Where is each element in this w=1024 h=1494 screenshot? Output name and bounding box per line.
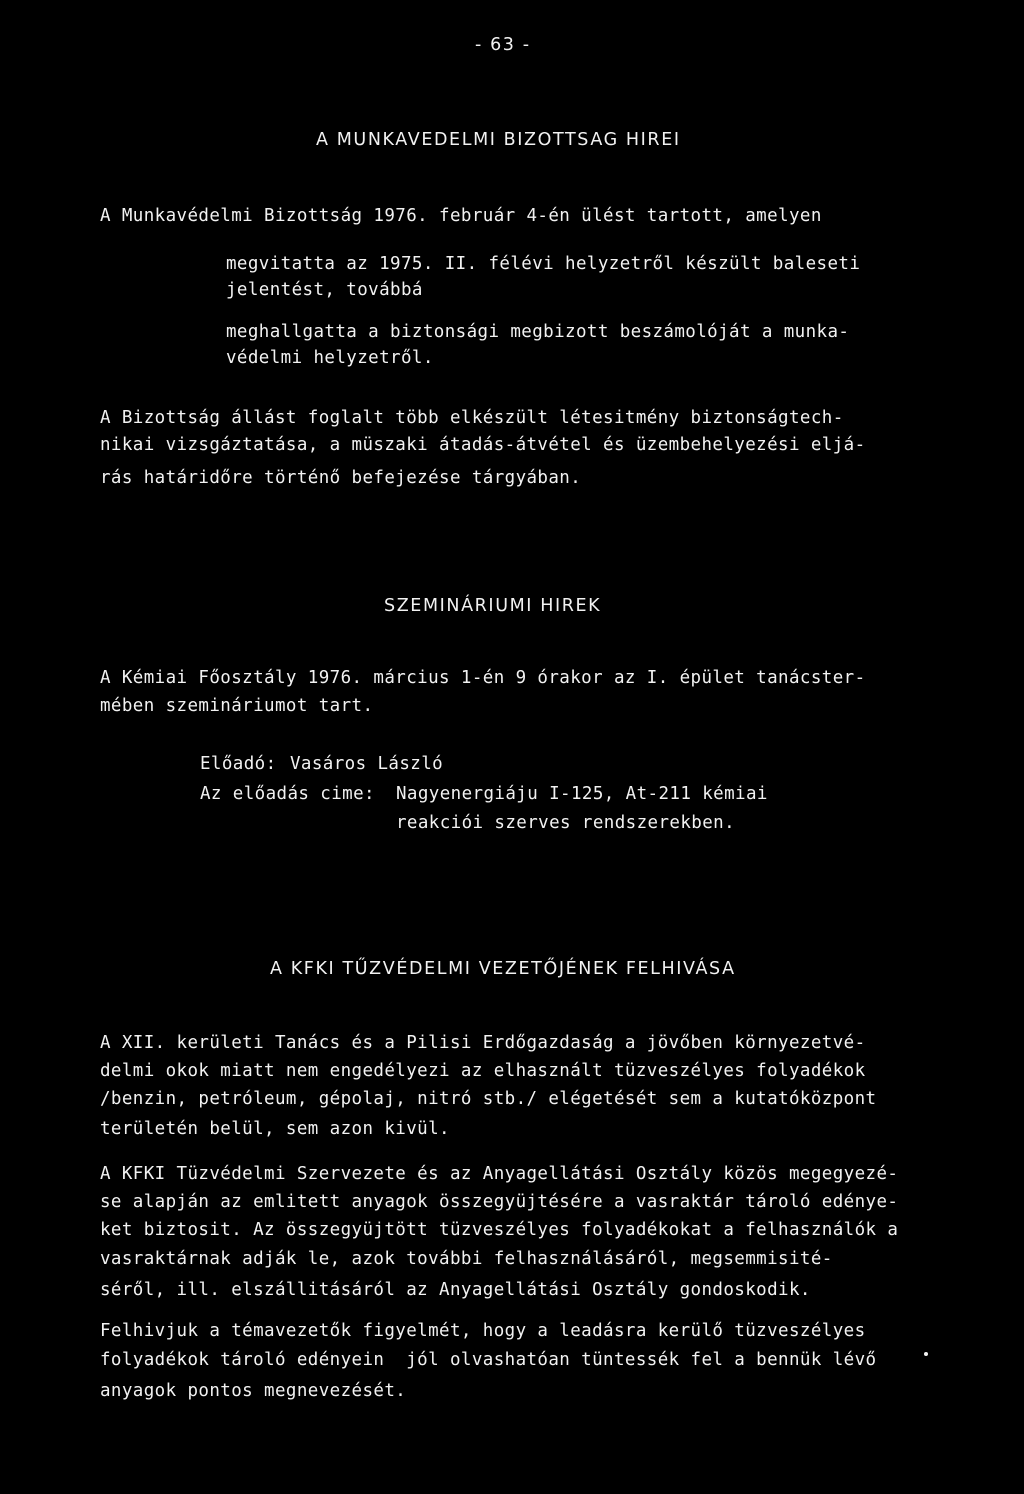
item-line: jelentést, továbbá <box>226 280 423 300</box>
intro-line: A Munkavédelmi Bizottság 1976. február 4-én ülést tartott, amelyen <box>100 206 822 226</box>
scan-speck <box>924 1352 928 1356</box>
item-line: meghallgatta a biztonsági megbizott beszámolóját a munka- <box>226 322 850 342</box>
presenter-label: Előadó: <box>200 754 277 774</box>
section-heading-tuzvedelmi: A KFKI TŰZVÉDELMI VEZETŐJÉNEK FELHIVÁSA <box>270 959 736 979</box>
paragraph-line: Felhivjuk a témavezetők figyelmét, hogy a leadásra kerülő tüzveszélyes <box>100 1321 866 1341</box>
item-line: védelmi helyzetről. <box>226 348 434 368</box>
paragraph-line: vasraktárnak adják le, azok további felhasználásáról, megsemmisité- <box>100 1249 833 1269</box>
paragraph-line: ket biztosit. Az összegyüjtött tüzveszélyes folyadékokat a felhasználók a <box>100 1220 899 1240</box>
paragraph-line: /benzin, petróleum, gépolaj, nitró stb./ elégetését sem a kutatóközpont <box>100 1089 877 1109</box>
paragraph-line: A KFKI Tüzvédelmi Szervezete és az Anyagellátási Osztály közös megegyezé- <box>100 1164 899 1184</box>
talk-title-line: Nagyenergiáju I-125, At-211 kémiai <box>396 784 768 804</box>
paragraph-line: mében szemináriumot tart. <box>100 696 374 716</box>
talk-title-line: reakciói szerves rendszerekben. <box>396 813 736 833</box>
paragraph-line: A XII. kerületi Tanács és a Pilisi Erdőgazdaság a jövőben környezetvé- <box>100 1033 866 1053</box>
paragraph-line: anyagok pontos megnevezését. <box>100 1381 407 1401</box>
paragraph-line: rás határidőre történő befejezése tárgyában. <box>100 468 582 488</box>
paragraph-line: se alapján az emlitett anyagok összegyüjtésére a vasraktár tároló edénye- <box>100 1192 899 1212</box>
paragraph-line: nikai vizsgáztatása, a müszaki átadás-átvétel és üzembehelyezési eljá- <box>100 435 866 455</box>
paragraph-line: séről, ill. elszállitásáról az Anyagellátási Osztály gondoskodik. <box>100 1280 811 1300</box>
section-heading-munkavedelmi: A MUNKAVEDELMI BIZOTTSAG HIREI <box>316 130 681 150</box>
paragraph-line: A Bizottság állást foglalt több elkészült létesitmény biztonságtech- <box>100 408 844 428</box>
item-line: megvitatta az 1975. II. félévi helyzetről készült baleseti <box>226 254 861 274</box>
presenter-name: Vasáros László <box>290 754 444 774</box>
paragraph-line: folyadékok tároló edényein jól olvashatóan tüntessék fel a bennük lévő <box>100 1350 877 1370</box>
paragraph-line: delmi okok miatt nem engedélyezi az elhasznált tüzveszélyes folyadékok <box>100 1061 866 1081</box>
paragraph-line: A Kémiai Főosztály 1976. március 1-én 9 órakor az I. épület tanácster- <box>100 668 866 688</box>
section-heading-szeminarium: SZEMINÁRIUMI HIREK <box>384 596 602 616</box>
paragraph-line: területén belül, sem azon kivül. <box>100 1119 450 1139</box>
talk-title-label: Az előadás cime: <box>200 784 375 804</box>
page-number: - 63 - <box>475 35 531 55</box>
